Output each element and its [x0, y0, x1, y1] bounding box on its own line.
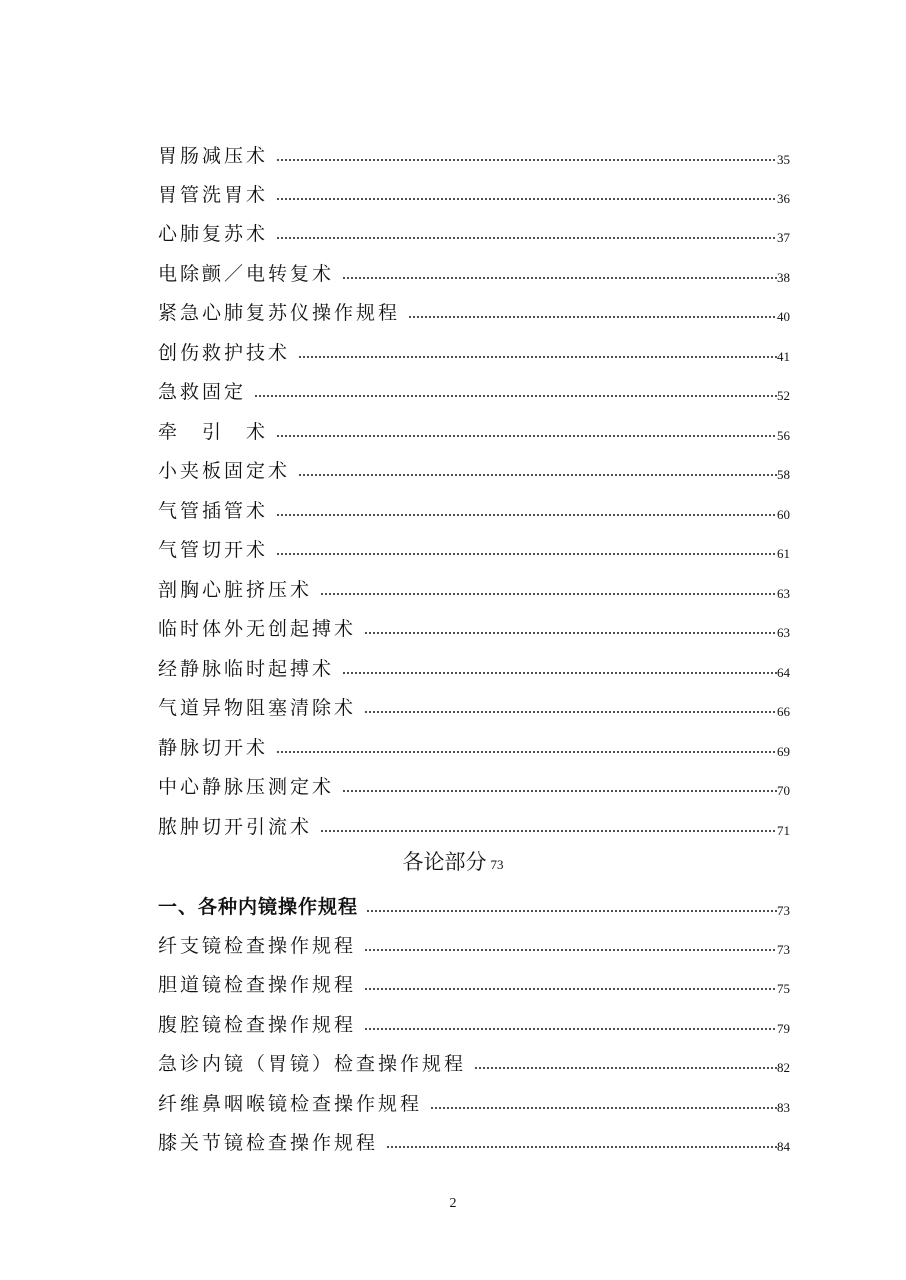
toc-entry[interactable]	[158, 414, 790, 444]
toc-entry-page: 38	[777, 270, 790, 285]
toc-subsection-title: 一、各种内镜操作规程	[158, 896, 359, 918]
toc-entry[interactable]	[158, 651, 790, 681]
toc-entry-page: 63	[777, 625, 790, 640]
toc-entry-page: 36	[777, 191, 790, 206]
leader-dots	[364, 988, 777, 990]
toc-entry[interactable]	[158, 809, 790, 839]
leader-dots	[474, 1067, 777, 1069]
leader-dots	[364, 949, 777, 951]
toc-entry[interactable]	[158, 611, 790, 641]
toc-entry-title: 经静脉临时起搏术	[158, 658, 335, 680]
toc-entry-page: 82	[777, 1060, 790, 1075]
toc-entry-title: 静脉切开术	[158, 737, 269, 759]
toc-entry-title: 气道异物阻塞清除术	[158, 697, 357, 719]
toc-entry-title: 急诊内镜（胃镜）检查操作规程	[158, 1053, 467, 1075]
toc-entry-page: 70	[777, 783, 790, 798]
toc-entry[interactable]	[158, 1086, 790, 1116]
toc-entry-title: 脓肿切开引流术	[158, 816, 313, 838]
leader-dots	[430, 1107, 777, 1109]
toc-subsection[interactable]	[158, 889, 790, 919]
toc-entry-page: 64	[777, 665, 790, 680]
toc-entry-page: 71	[777, 823, 790, 838]
toc-entry[interactable]	[158, 295, 790, 325]
leader-dots	[276, 751, 777, 753]
toc-entry-title: 胆道镜检查操作规程	[158, 974, 357, 996]
toc-entry[interactable]	[158, 572, 790, 602]
toc-entry-page: 61	[777, 546, 790, 561]
leader-dots	[254, 395, 777, 397]
toc-entry-page: 69	[777, 744, 790, 759]
toc-entry[interactable]	[158, 177, 790, 207]
leader-dots	[366, 910, 777, 912]
toc-entry-page: 79	[777, 1021, 790, 1036]
toc-entry-page: 60	[777, 507, 790, 522]
toc-entry[interactable]	[158, 216, 790, 246]
toc-entry-title: 胃管洗胃术	[158, 184, 269, 206]
page-number: 2	[449, 1196, 457, 1211]
toc-entry-title: 电除颤／电转复术	[158, 263, 335, 285]
toc-entry[interactable]	[158, 967, 790, 997]
toc-entry-title: 急救固定	[158, 381, 247, 403]
toc-subsection-page: 73	[777, 903, 790, 918]
toc-entry-page: 73	[777, 942, 790, 957]
toc-entry-page: 52	[777, 388, 790, 403]
toc-entry[interactable]	[158, 453, 790, 483]
leader-dots	[364, 711, 777, 713]
toc-entry-title: 气管切开术	[158, 539, 269, 561]
toc-entry[interactable]	[158, 690, 790, 720]
toc-entry-title: 纤支镜检查操作规程	[158, 935, 357, 957]
toc-entry[interactable]	[158, 928, 790, 958]
section-heading	[0, 846, 906, 876]
leader-dots	[342, 672, 777, 674]
toc-entry[interactable]	[158, 1007, 790, 1037]
toc-entry-page: 56	[777, 428, 790, 443]
toc-entry[interactable]	[158, 769, 790, 799]
toc-entry-title: 临时体外无创起搏术	[158, 618, 357, 640]
leader-dots	[364, 632, 777, 634]
leader-dots	[276, 435, 777, 437]
toc-entry[interactable]	[158, 335, 790, 365]
toc-entry-title: 中心静脉压测定术	[158, 776, 335, 798]
toc-entry[interactable]	[158, 374, 790, 404]
toc-entry-title: 膝关节镜检查操作规程	[158, 1132, 379, 1154]
toc-entry-title: 剖胸心脏挤压术	[158, 579, 313, 601]
toc-entry-page: 66	[777, 704, 790, 719]
section-heading-label: 各论部分	[402, 850, 487, 874]
leader-dots	[276, 237, 777, 239]
leader-dots	[342, 277, 777, 279]
toc-entry[interactable]	[158, 730, 790, 760]
toc-entry[interactable]	[158, 1125, 790, 1155]
toc-entry-page: 63	[777, 586, 790, 601]
section-heading-page: 73	[490, 857, 504, 872]
toc-entry-page: 83	[777, 1100, 790, 1115]
toc-entry-page: 37	[777, 230, 790, 245]
toc-entry[interactable]	[158, 493, 790, 523]
toc-entry-title: 心肺复苏术	[158, 223, 269, 245]
leader-dots	[276, 159, 777, 161]
toc-entry[interactable]	[158, 532, 790, 562]
toc-entry[interactable]	[158, 256, 790, 286]
toc-entry-title: 创伤救护技术	[158, 342, 291, 364]
toc-entry-page: 75	[777, 981, 790, 996]
leader-dots	[386, 1146, 777, 1148]
leader-dots	[320, 830, 777, 832]
toc-entry-title: 小夹板固定术	[158, 460, 291, 482]
toc-entry-title: 牵 引 术	[158, 421, 269, 443]
leader-dots	[342, 790, 777, 792]
toc-entry-page: 35	[777, 152, 790, 167]
toc-entry-page: 84	[777, 1139, 790, 1154]
leader-dots	[408, 316, 777, 318]
toc-entry[interactable]	[158, 138, 790, 168]
leader-dots	[320, 593, 777, 595]
leader-dots	[276, 198, 777, 200]
leader-dots	[364, 1028, 777, 1030]
toc-entry[interactable]	[158, 1046, 790, 1076]
leader-dots	[276, 553, 777, 555]
toc-entry-title: 胃肠减压术	[158, 145, 269, 167]
leader-dots	[298, 356, 777, 358]
leader-dots	[276, 514, 777, 516]
toc-entry-page: 40	[777, 309, 790, 324]
toc-entry-title: 纤维鼻咽喉镜检查操作规程	[158, 1093, 423, 1115]
toc-entry-title: 腹腔镜检查操作规程	[158, 1014, 357, 1036]
toc-entry-title: 紧急心肺复苏仪操作规程	[158, 302, 401, 324]
leader-dots	[298, 474, 777, 476]
toc-entry-page: 41	[777, 349, 790, 364]
toc-entry-page: 58	[777, 467, 790, 482]
toc-entry-title: 气管插管术	[158, 500, 269, 522]
